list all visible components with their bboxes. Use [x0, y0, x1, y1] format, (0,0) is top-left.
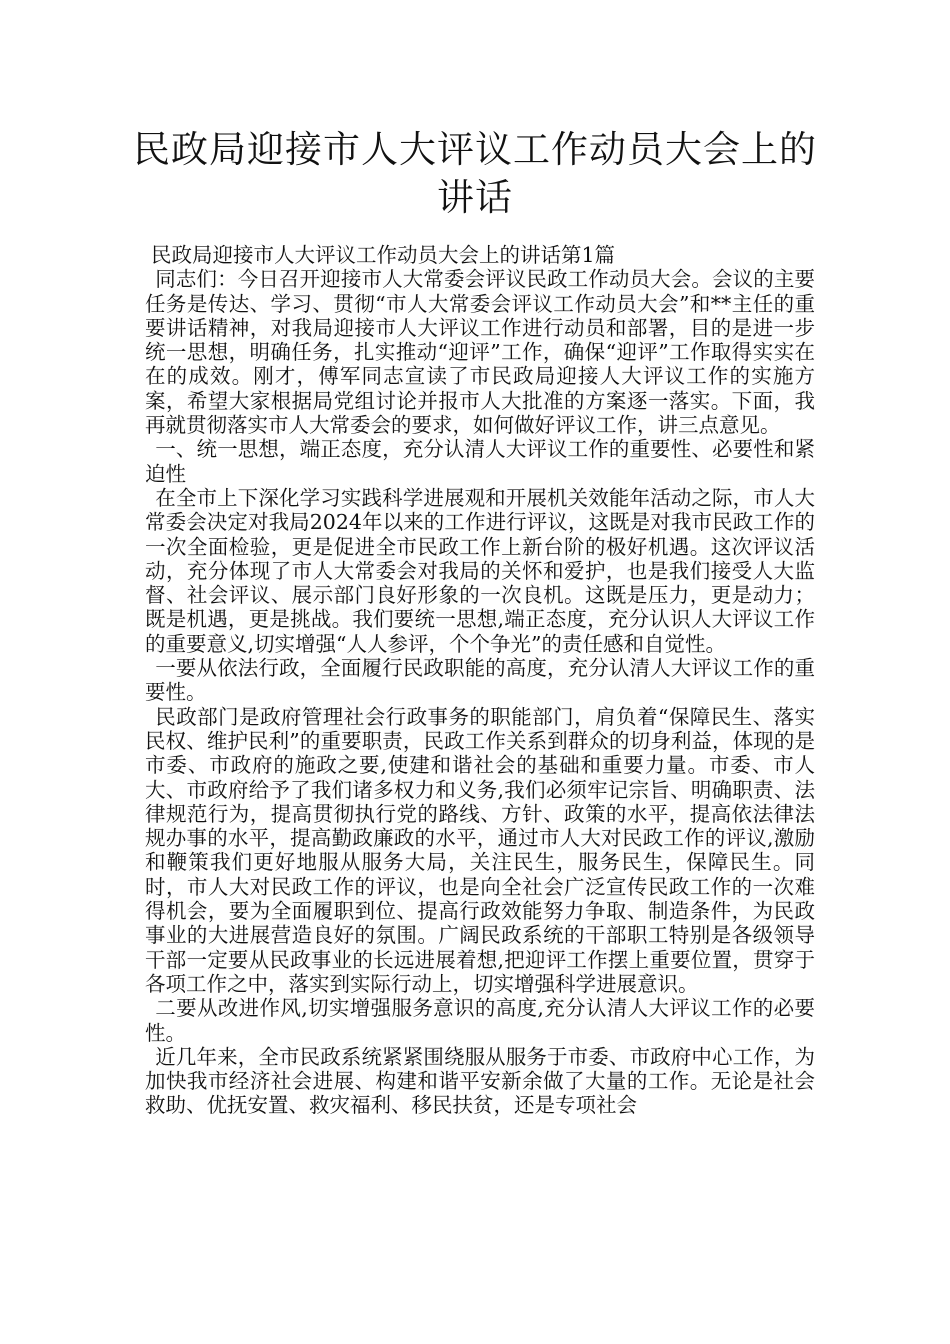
paragraph-subtitle: 民政局迎接市人大评议工作动员大会上的讲话第1篇: [151, 243, 616, 267]
paragraph: 在全市上下深化学习实践科学进展观和开展机关效能年活动之际，市人大常委会决定对我局2024年以来的工作进行评议，这既是对我市民政工作的一次全面检验，更是促进全市民政工作上新台阶的极好机遇。这次评议活动，充分体现了市人大常委会对我局的关怀和爱护，也是我们接受人大监督、社会评议、展示部门良好形象的一次良机。这既是压力，更是动力；既是机遇，更是挑战。我们要统一思想,端正态度，充分认识人大评议工作的重要意义,切实增强“人人参评，个个争光”的责任感和自觉性。: [145, 485, 815, 656]
paragraph: 同志们：今日召开迎接市人大常委会评议民政工作动员大会。会议的主要任务是传达、学习、贯彻“市人大常委会评议工作动员大会”和**主任的重要讲话精神，对我局迎接市人大评议工作进行动员和部署，目的是进一步统一思想，明确任务，扎实推动“迎评”工作，确保“迎评”工作取得实实在在的成效。刚才，傅军同志宣读了市民政局迎接人大评议工作的实施方案，希望大家根据局党组讨论并报市人大批准的方案逐一落实。下面，我再就贯彻落实市人大常委会的要求，如何做好评议工作，讲三点意见。: [145, 267, 815, 438]
document-title: 民政局迎接市人大评议工作动员大会上的讲话: [133, 128, 817, 219]
paragraph: 近几年来，全市民政系统紧紧围绕服从服务于市委、市政府中心工作，为加快我市经济社会进展、构建和谐平安新余做了大量的工作。无论是社会救助、优抚安置、救灾福利、移民扶贫，还是专项社会: [145, 1044, 815, 1118]
document-body: [145, 243, 815, 1118]
section-heading: 一、统一思想，端正态度，充分认清人大评议工作的重要性、必要性和紧迫性: [145, 437, 815, 486]
sub-heading: 一要从依法行政，全面履行民政职能的高度，充分认清人大评议工作的重要性。: [145, 656, 815, 705]
paragraph: 民政部门是政府管理社会行政事务的职能部门，肩负着“保障民生、落实民权、维护民利”的重要职责，民政工作关系到群众的切身利益，体现的是市委、市政府的施政之要,使建和谐社会的基础和重要力量。市委、市人大、市政府给予了我们诸多权力和义务,我们必须牢记宗旨、明确职责、法律规范行为，提高贯彻执行党的路线、方针、政策的水平，提高依法律法规办事的水平，提高勤政廉政的水平，通过市人大对民政工作的评议,激励和鞭策我们更好地服从服务大局，关注民生，服务民生，保障民生。同时，市人大对民政工作的评议，也是向全社会广泛宣传民政工作的一次难得机会，要为全面履职到位、提高行政效能努力争取、制造条件，为民政事业的大进展营造良好的氛围。广阔民政系统的干部职工特别是各级领导干部一定要从民政事业的长远进展着想,把迎评工作摆上重要位置，贯穿于各项工作之中，落实到实际行动上，切实增强科学进展意识。: [145, 704, 815, 996]
sub-heading: 二要从改进作风,切实增强服务意识的高度,充分认清人大评议工作的必要性。: [145, 996, 815, 1045]
